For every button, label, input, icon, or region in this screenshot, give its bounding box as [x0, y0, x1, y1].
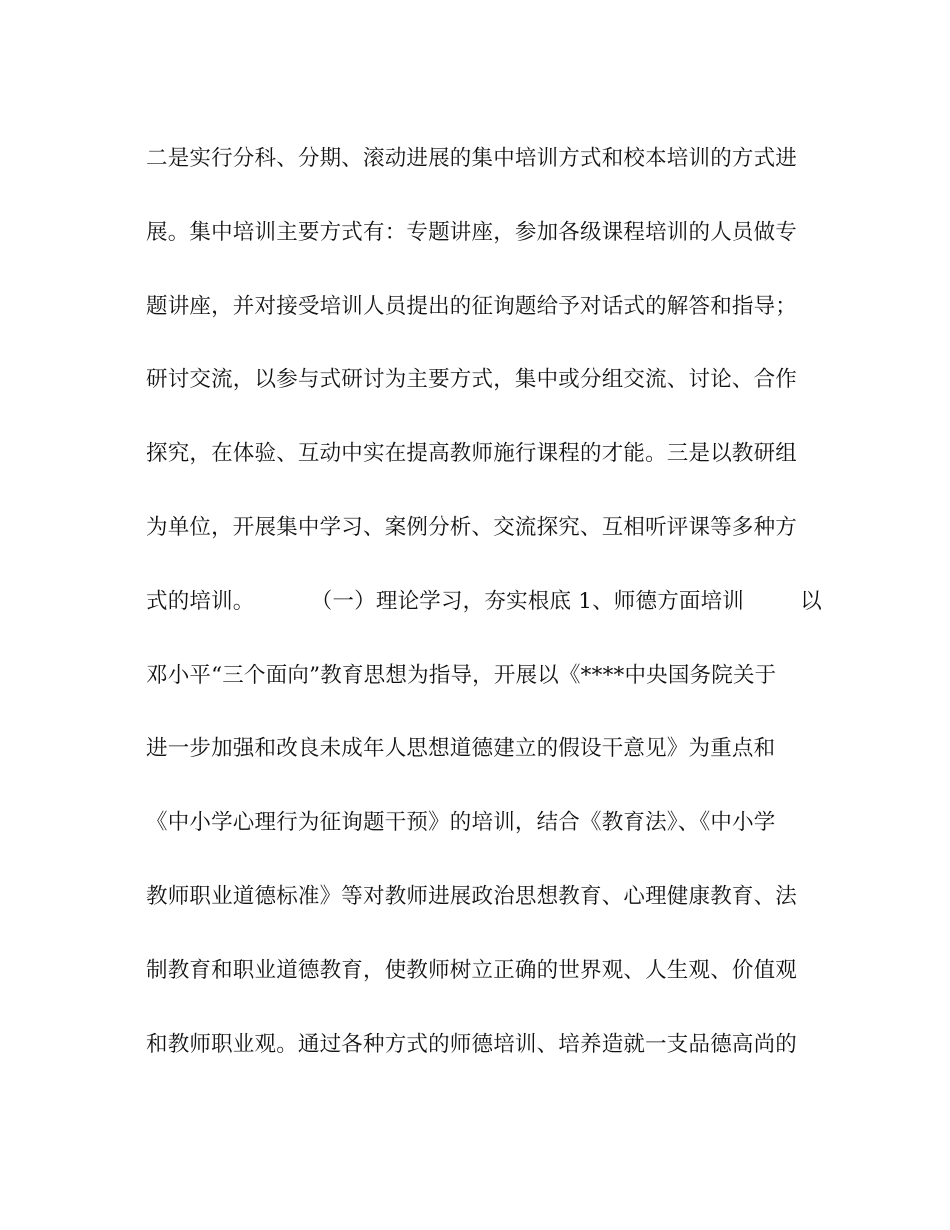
- text-line: 式的培训。 （一）理论学习，夯实根底 1、师德方面培训 以: [146, 588, 822, 614]
- body-text: [146, 138, 822, 1097]
- text-line: 教师职业道德标准》等对教师进展政治思想教育、心理健康教育、法: [146, 883, 798, 909]
- text-line: 题讲座，并对接受培训人员提出的征询题给予对话式的解答和指导；: [146, 293, 798, 319]
- text-line: 展。集中培训主要方式有：专题讲座，参加各级课程培训的人员做专: [146, 219, 798, 245]
- text-line: 二是实行分科、分期、滚动进展的集中培训方式和校本培训的方式进: [146, 146, 798, 171]
- text-line: 邓小平“三个面向”教育思想为指导，开展以《****中央国务院关于: [146, 662, 777, 688]
- text-line: 制教育和职业道德教育，使教师树立正确的世界观、人生观、价值观: [146, 957, 798, 983]
- text-line: 和教师职业观。通过各种方式的师德培训、培养造就一支品德高尚的: [146, 1031, 798, 1057]
- text-line: 进一步加强和改良未成年人思想道德建立的假设干意见》为重点和: [146, 736, 776, 762]
- text-line: 为单位，开展集中学习、案例分析、交流探究、互相听评课等多种方: [146, 514, 798, 540]
- text-line: 《中小学心理行为征询题干预》的培训，结合《教育法》、《中小学: [146, 810, 776, 836]
- text-line: 探究，在体验、互动中实在提高教师施行课程的才能。三是以教研组: [146, 441, 798, 467]
- text-line: 研讨交流，以参与式研讨为主要方式，集中或分组交流、讨论、合作: [146, 367, 798, 393]
